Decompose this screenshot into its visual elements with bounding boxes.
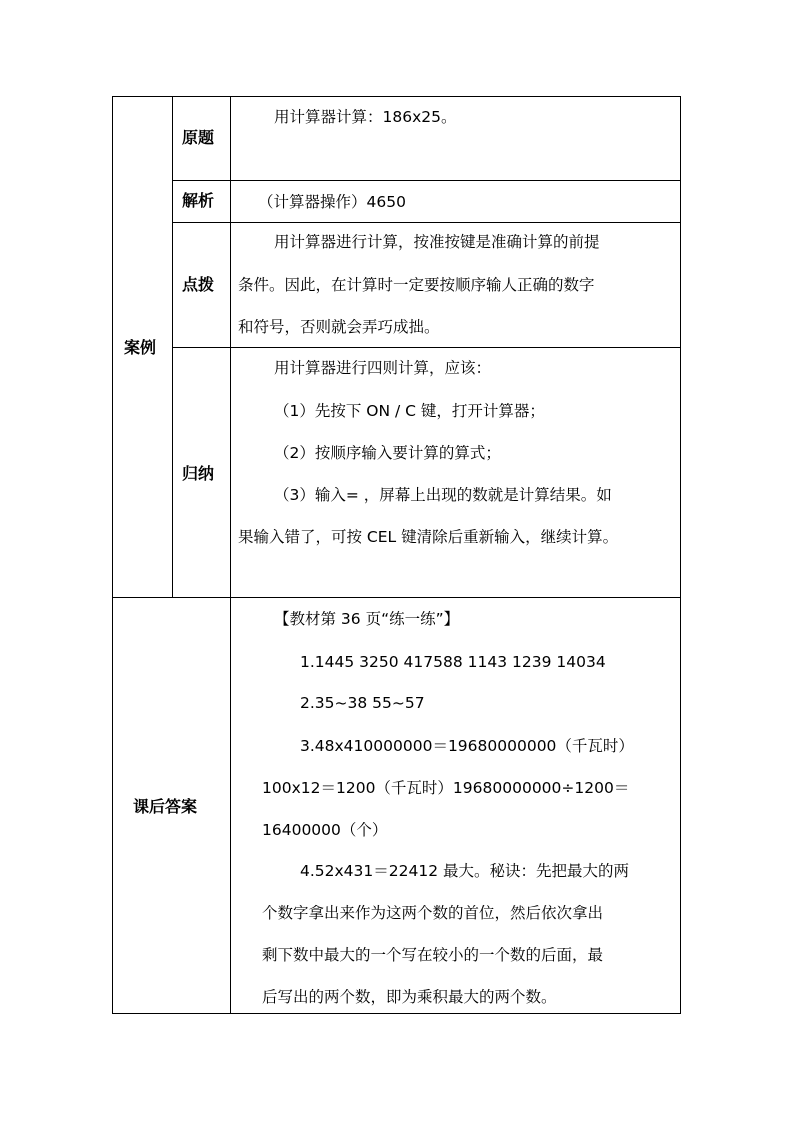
- guina-line: （3）输入= ，屏幕上出现的数就是计算结果。如: [274, 486, 612, 504]
- row-label-dianbo: 点拨: [182, 275, 215, 294]
- answer-line: 2.35~38 55~57: [300, 694, 425, 712]
- section-divider: [112, 597, 681, 598]
- dianbo-line: 和符号，否则就会弄巧成拙。: [238, 318, 440, 336]
- answer-line: 100x12＝1200（千瓦时）19680000000÷1200＝: [262, 779, 630, 797]
- guina-line: （1）先按下 ON / C 键，打开计算器；: [274, 402, 545, 420]
- column-divider-content: [230, 96, 231, 1014]
- jiexi-text: （计算器操作）4650: [258, 193, 406, 211]
- section-label-case: 案例: [124, 338, 157, 357]
- answer-line: 1.1445 3250 417588 1143 1239 14034: [300, 653, 606, 671]
- answer-line: 3.48x410000000＝19680000000（千瓦时）: [300, 737, 634, 755]
- answer-line: 4.52x431＝22412 最大。秘诀：先把最大的两: [300, 862, 630, 880]
- column-divider-labels: [172, 96, 173, 598]
- answer-line: 个数字拿出来作为这两个数的首位，然后依次拿出: [262, 904, 604, 922]
- guina-line: 果输入错了，可按 CEL 键清除后重新输入，继续计算。: [238, 528, 619, 546]
- guina-line: 用计算器进行四则计算，应该：: [274, 359, 492, 377]
- row-divider-yuanti: [172, 180, 681, 181]
- row-label-yuanti: 原题: [182, 128, 215, 147]
- table-border-top: [112, 96, 681, 97]
- row-label-guina: 归纳: [182, 464, 215, 483]
- section-label-answers: 课后答案: [133, 797, 198, 816]
- row-divider-jiexi: [172, 222, 681, 223]
- answer-line: 后写出的两个数，即为乘积最大的两个数。: [262, 988, 557, 1006]
- answer-line: 剩下数中最大的一个写在较小的一个数的后面，最: [262, 946, 604, 964]
- answer-line: 16400000（个）: [262, 821, 388, 839]
- guina-line: （2）按顺序输入要计算的算式；: [274, 444, 501, 462]
- dianbo-line: 条件。因此，在计算时一定要按顺序输人正确的数字: [238, 276, 595, 294]
- answers-heading: 【教材第 36 页“练一练”】: [274, 610, 460, 628]
- table-border-left: [112, 96, 113, 1014]
- table-border-right: [680, 96, 681, 1014]
- dianbo-line: 用计算器进行计算，按准按键是准确计算的前提: [274, 233, 600, 251]
- yuanti-text: 用计算器计算：186x25。: [274, 108, 457, 126]
- row-divider-dianbo: [172, 347, 681, 348]
- table-border-bottom: [112, 1013, 681, 1014]
- row-label-jiexi: 解析: [182, 191, 215, 210]
